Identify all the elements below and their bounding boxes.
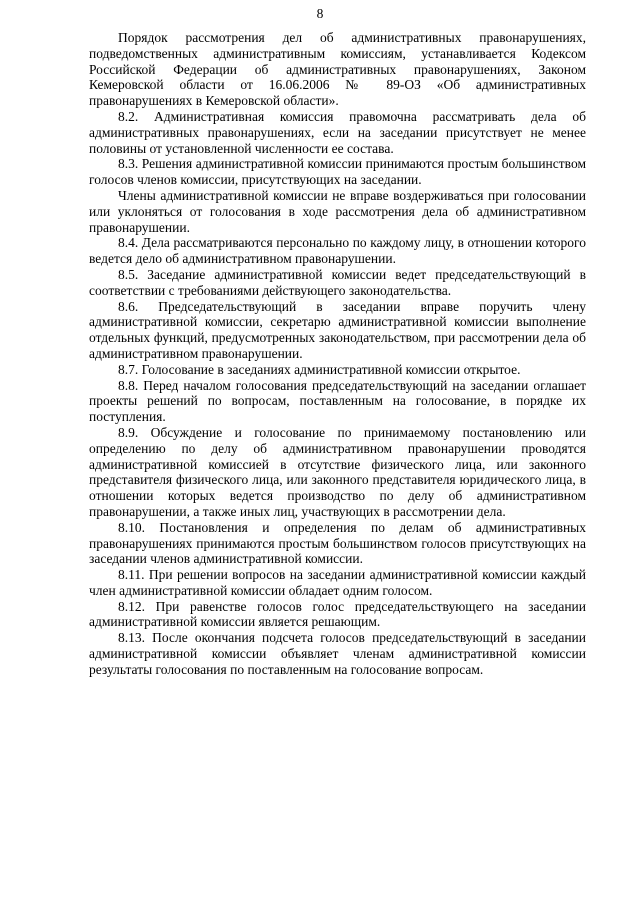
paragraph-intro: Порядок рассмотрения дел об административных правонарушениях, подведомственных административным комиссиям, устанавливается Кодексом Российской Федерации об административных правонарушениях, Законом Кемеровской области от 16.06.2006 № 89-ОЗ «Об административных правонарушениях в Кемеровской области». (89, 30, 586, 109)
paragraph-8-6: 8.6. Председательствующий в заседании вправе поручить члену административной комиссии, секретарю административной комиссии выполнение отдельных функций, предусмотренных законодательством, при рассмотрении дела об административном правонарушении. (89, 298, 586, 361)
document-body (89, 30, 586, 678)
paragraph-8-12: 8.12. При равенстве голосов голос председательствующего на заседании административной комиссии является решающим. (89, 598, 586, 630)
paragraph-8-3: 8.3. Решения административной комиссии принимаются простым большинством голосов членов комиссии, присутствующих на заседании. (89, 156, 586, 188)
paragraph-8-13: 8.13. После окончания подсчета голосов председательствующий в заседании административной комиссии объявляет членам административной комиссии результаты голосования по поставленным на голосование вопросам. (89, 630, 586, 677)
paragraph-8-2: 8.2. Административная комиссия правомочна рассматривать дела об административных правонарушениях, если на заседании присутствует не менее половины от установленной численности ее состава. (89, 108, 586, 156)
paragraph-8-7: 8.7. Голосование в заседаниях административной комиссии открытое. (118, 361, 521, 377)
paragraph-8-5: 8.5. Заседание административной комиссии ведет председательствующий в соответствии с требованиями действующего законодательства. (89, 266, 586, 298)
paragraph-8-4: 8.4. Дела рассматриваются персонально по каждому лицу, в отношении которого ведется дело об административном правонарушении. (89, 235, 586, 267)
page-number: 8 (316, 6, 324, 21)
paragraph-8-11: 8.11. При решении вопросов на заседании административной комиссии каждый член административной комиссии обладает одним голосом. (89, 567, 586, 598)
paragraph-8-9: 8.9. Обсуждение и голосование по принимаемому постановлению или определению по делу об административном правонарушении проводятся административной комиссией в отсутствие физического лица, или законного представителя физического лица, или законного представителя юридического лица, в отношении которых ведется производство по делу об административном правонарушении, а также иных лиц, участвующих в рассмотрении дела. (89, 424, 586, 519)
paragraph-8-10: 8.10. Постановления и определения по делам об административных правонарушениях принимаются простым большинством голосов присутствующих на заседании членов административной комиссии. (89, 519, 586, 567)
paragraph-members-voting: Члены административной комиссии не вправе воздерживаться при голосовании или уклоняться от голосования в ходе рассмотрения дела об административном правонарушении. (89, 187, 586, 235)
paragraph-8-8: 8.8. Перед началом голосования председательствующий на заседании оглашает проекты решений по вопросам, поставленным на голосование, в порядке их поступления. (89, 377, 586, 425)
